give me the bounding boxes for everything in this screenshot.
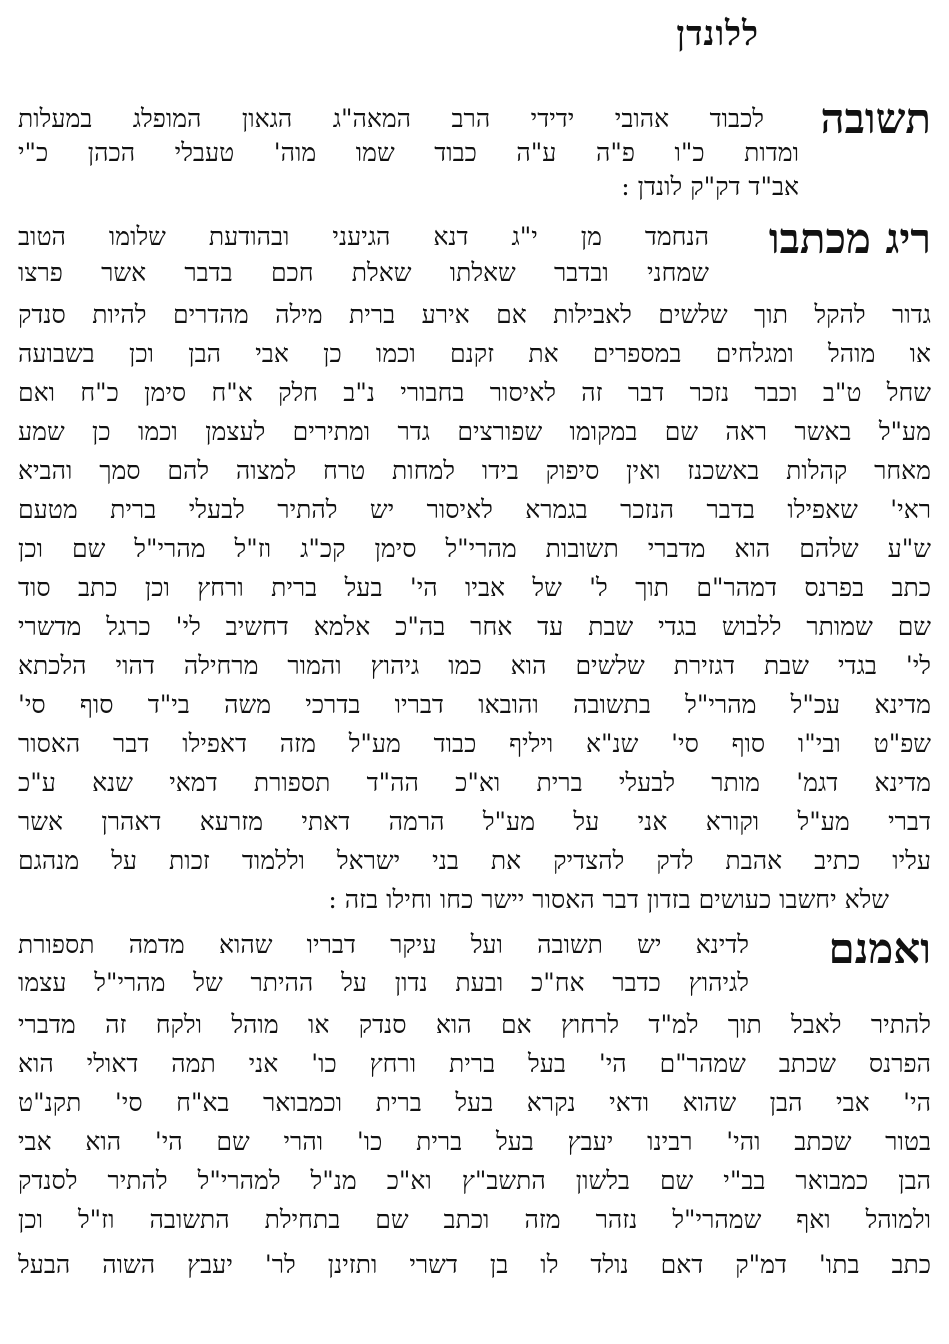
section-title-teshuva: תשובה (820, 94, 931, 143)
text-line: דברי מע"ל וקורא אני על מע"ל הרמה דאתי מזרעא דאהרן אשר (18, 807, 931, 836)
text-line: מדינא דגמ' מותר לבעלי ברית וא"כ הה"ד תספורת דמאי שנא ע"כ (18, 768, 931, 797)
text-line: לכבוד אהובי ידידי הרב המאה"ג הגאון המופלג במעלות (18, 104, 764, 133)
text-line: מע"ל באשר ראה שם במקומו שפורצים גדר ומתירים לעצמן וכמו כן שמע (18, 417, 931, 446)
text-line: להתיר לאבל תוך למ"ד לרחוץ אם הוא סנדק או מוהל ולקח זה מדברי (18, 1010, 931, 1039)
section-title-rig: ריג מכתבו (768, 214, 931, 263)
text-line: ש"ע שלהם הוא מדברי תשובות מהרי"ל סימן קכ"ג וז"ל מהרי"ל שם וכן (18, 534, 931, 563)
text-line: או מוהל ומגלחים במספרים את זקנם וכמו כן אבי הבן וכן בשבועה (18, 339, 931, 368)
text-line: כתב בפרנס דמהר"ם תוך ל' של אביו הי' בעל ברית ורחץ וכן כתב סוד (18, 573, 931, 602)
text-line: שלא יחשבו כעושים בזדון דבר האסור יישר כחו וחילו בזה : (328, 885, 889, 914)
text-line: כתב בתו' דמ"ק דאם נולד לו בן דשרי ותזינן לר' יעבץ השוה הבעל (18, 1250, 931, 1279)
text-line: מדינא עכ"ל מהרי"ל בתשובה והובאו דבריו בדרכי משה בי"ד סוף סי' (18, 690, 931, 719)
text-line: מאחר קהלות באשכנז ואין סיפוק בידו למחות טרח למצוה להם סמך והביא (18, 456, 931, 485)
text-line: לדינא יש תשובה ועל עיקר דבריו שהוא מדמה תספורת (18, 930, 749, 959)
text-line: לי' בגדי שבת דגזירת שלשים הוא כמו גיהוץ והמור מרחילה דהוי הלכתא (18, 651, 931, 680)
text-line: שם שמותר ללבוש בגדי שבת עד אחר בה"כ אלמא דחשיב לי' כרגל מדשרי (18, 612, 931, 641)
page-header: ללונדן (676, 14, 759, 54)
text-line: הנחמד מן י"ג דנא הגיעני ובהודעת שלומו הטוב (18, 222, 709, 251)
text-line: עליו כתיב אהבת לדק להצדיק את בני ישראל וללמוד זכות על מנהגם (18, 846, 931, 875)
text-line: לגיהוץ כדבר אח"כ ובעת נדון על ההיתר של מהרי"ל עצמו (18, 968, 749, 997)
text-line: ולמוהל ואף שמהרי"ל נזהר מזה וכתב שם בתחילת התשובה וז"ל וכן (18, 1205, 931, 1234)
text-line: הבן כמבואר בב"י שם בלשון התשב"ץ וא"כ מנ"ל למהרי"ל להתיר לסנדק (18, 1166, 931, 1195)
text-line: בטור שכתב והי' רבינו יעבץ בעל ברית כו' והרי שם הי' הוא אבי (18, 1127, 931, 1156)
text-line: גדור להקל תוך שלשים לאבילות אם אירע ברית מילה מהדרים להיות סנדק (18, 300, 931, 329)
text-line: ראי' שאפילו בדבר הנזכר בגמרא לאיסור יש להתיר לבעלי ברית מטעם (18, 495, 931, 524)
text-line: הפרנס שכתב שמהר"ם הי' בעל ברית ורחץ כו' אני תמה דאולי הוא (18, 1049, 931, 1078)
text-line: אב"ד דק"ק לונדן : (621, 172, 799, 201)
section-title-veamnam: ואמנם (828, 924, 931, 973)
text-line: שמחני ובדבר שאלתו שאלת חכם בדבר אשר פרצו (18, 258, 709, 287)
text-line: שחל ט"ב וכבר נזכר דבר זה לאיסור בחבורי נ"ב חלק א"ח סימן כ"ח ואם (18, 378, 931, 407)
text-line: שפ"ט ובי"ו סוף סי' שנ"א ויליף כבוד מע"ל מזה דאפילו דבר האסור (18, 729, 931, 758)
text-line: הי' אבי הבן שהוא ודאי נקרא בעל ברית וכמבואר בא"ח סי' תקנ"ט (18, 1088, 931, 1117)
text-line: ומדות כ"ו פ"ה ע"ה כבוד שמו מוה' טעבלי הכהן כ"י (18, 138, 799, 167)
